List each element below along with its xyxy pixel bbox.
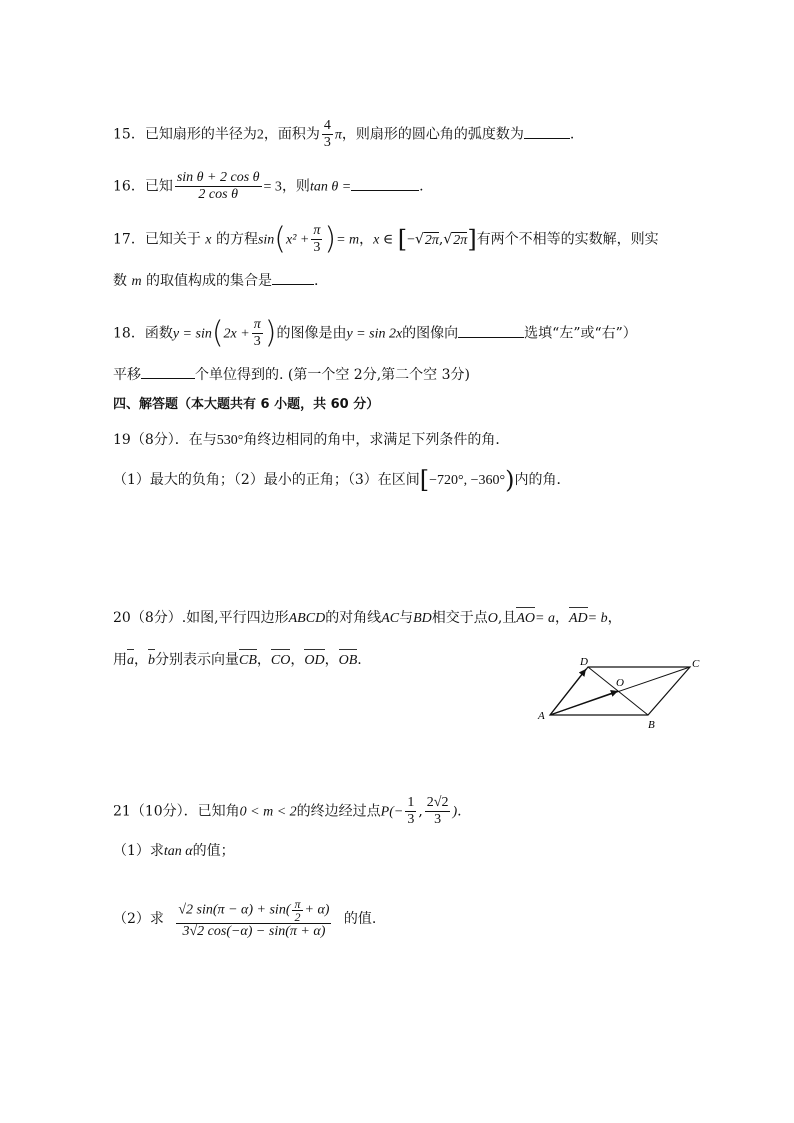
question-20-line2: 用a，b分别表示向量CB，CO，OD，OB.: [113, 650, 362, 671]
answer-blank[interactable]: [351, 176, 419, 191]
fraction: $\frac{\text{sin θ + 2 cos θ}}{\text{2 cos θ}}$: [176, 170, 260, 202]
question-20: 20（8分）.如图,平行四边形ABCD的对角线AC与BD相交于点O,且AO= a，AD= b，: [113, 608, 622, 629]
vector-b: b: [148, 651, 155, 671]
fraction: $\frac{1}{3}$: [407, 795, 415, 827]
vector-a: a: [127, 651, 134, 671]
parallelogram-figure: [530, 655, 710, 735]
question-21-part2: （2）求 √2 sin(π − α) + sin( $\frac{\pi}{2}$ + α) 3√2 cos(−α) − sin(π + α) 的值.: [113, 897, 377, 939]
vector-co: CO: [271, 651, 290, 671]
vector-ao: AO: [516, 609, 535, 629]
question-21: 21（10分）．已知角0 < m < 2的终边经过点P(− $\frac{1}{3}$ , $\frac{2√2}{3}$ ).: [113, 795, 462, 827]
fraction: $\frac{4}{3}$: [323, 118, 331, 150]
question-18-line2: 平移 个单位得到的. (第一个空 2分,第二个空 3分): [113, 364, 470, 385]
label-B: B: [648, 719, 655, 731]
fraction: $\frac{\pi}{3}$: [253, 317, 261, 349]
question-19: 19（8分）．在与530°角终边相同的角中，求满足下列条件的角．: [113, 432, 510, 448]
fraction: $\frac{\pi}{3}$: [313, 223, 321, 255]
question-18: 18．函数y = sin(2x + $\frac{\pi}{3}$ )的图像是由y = sin 2x的图像向 选填“左”或“右”）: [113, 315, 637, 351]
answer-blank-units[interactable]: [141, 364, 195, 379]
question-19-parts: （1）最大的负角；（2）最小的正角；（3）在区间[−720°, −360°)内的角．: [113, 466, 571, 494]
expression-fraction: √2 sin(π − α) + sin( $\frac{\pi}{2}$ + α) 3√2 cos(−α) − sin(π + α): [178, 897, 330, 939]
vector-ob: OB: [339, 651, 358, 671]
question-16: 16．已知 $\frac{\text{sin θ + 2 cos θ}}{\text{2 cos θ}}$ = 3，则tan θ = .: [113, 170, 424, 202]
answer-blank[interactable]: [524, 124, 570, 139]
question-15: 15．已知扇形的半径为2，面积为 $\frac{4}{3}$ π，则扇形的圆心角的弧度数为 .: [113, 118, 575, 150]
label-C: C: [692, 658, 700, 670]
vector-ad: AD: [569, 609, 588, 629]
label-O: O: [616, 677, 624, 689]
vector-cb: CB: [239, 651, 257, 671]
section-heading: 四、解答题（本大题共有 6 小题，共 60 分）: [113, 397, 380, 412]
diagonal-bd: [588, 667, 648, 715]
fraction: $\frac{2√2}{3}$: [426, 795, 449, 827]
question-17: 17．已知关于 x 的方程sin(x² + $\frac{\pi}{3}$ )= m，x ∈ [−√2π,√2π]有两个不相等的实数解，则实: [113, 221, 659, 257]
label-A: A: [538, 710, 545, 722]
vector-od: OD: [304, 651, 324, 671]
answer-blank-direction[interactable]: [458, 323, 524, 338]
question-17-line2: 数 m 的取值构成的集合是 .: [113, 270, 318, 292]
answer-blank[interactable]: [272, 270, 314, 285]
label-D: D: [580, 656, 588, 668]
question-21-part1: （1）求tan α的值；: [113, 843, 235, 859]
